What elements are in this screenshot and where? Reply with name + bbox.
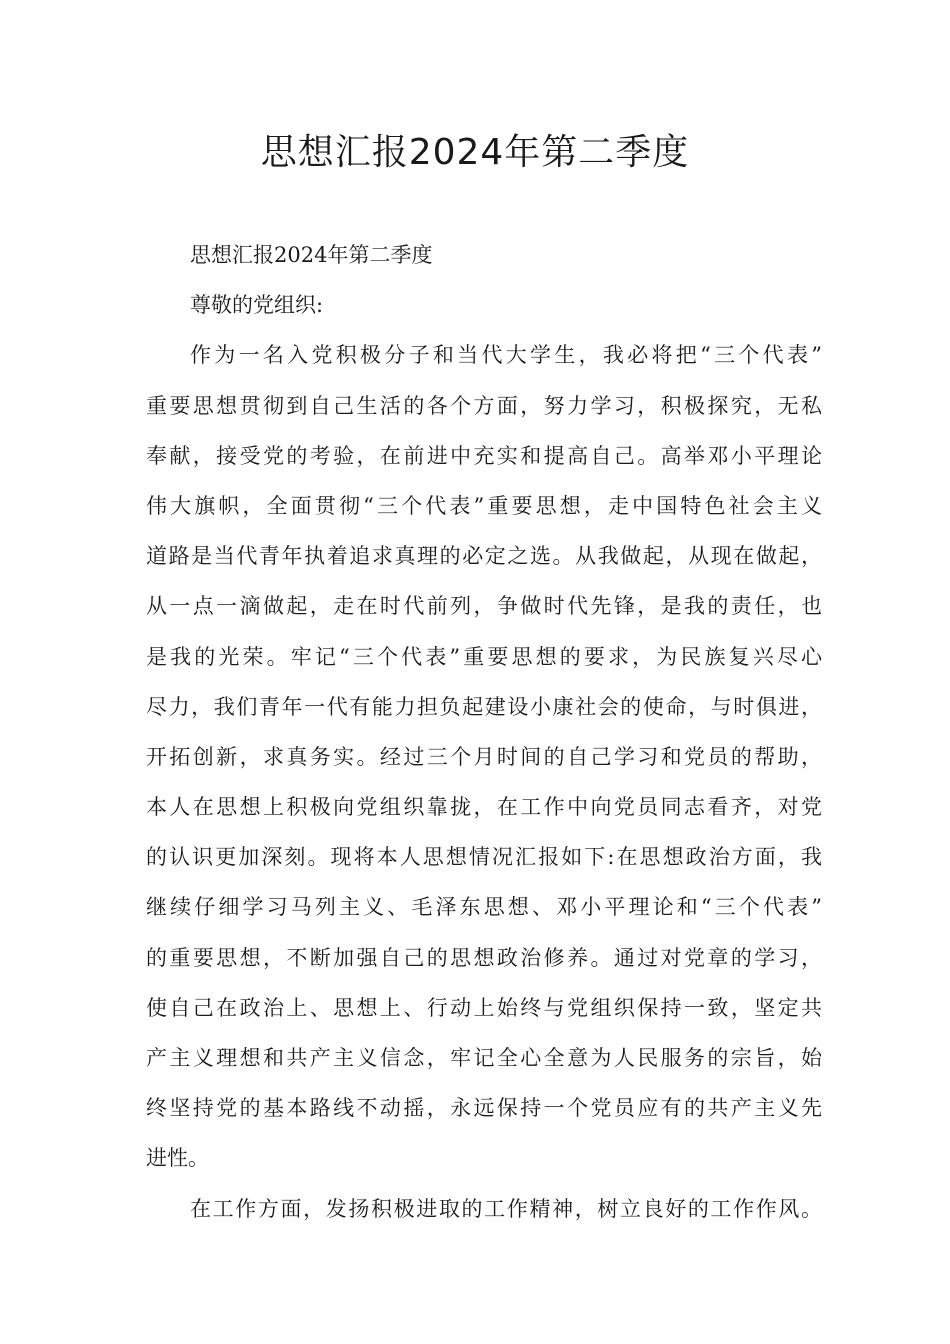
salutation: 尊敬的党组织: — [190, 293, 324, 318]
body-line: 继续仔细学习马列主义、毛泽东思想、邓小平理论和“三个代表” — [146, 895, 822, 920]
body-line: 是我的光荣。牢记“三个代表”重要思想的要求，为民族复兴尽心 — [146, 644, 822, 669]
body-line: 产主义理想和共产主义信念，牢记全心全意为人民服务的宗旨，始 — [146, 1046, 822, 1070]
body-line: 进性。 — [146, 1146, 209, 1171]
body-line: 奉献，接受党的考验，在前进中充实和提高自己。高举邓小平理论 — [146, 443, 822, 468]
body-line: 的认识更加深刻。现将本人思想情况汇报如下:在思想政治方面，我 — [146, 845, 822, 870]
body-line: 的重要思想，不断加强自己的思想政治修养。通过对党章的学习， — [146, 945, 822, 970]
body-line: 思想汇报2024年第二季度 — [190, 243, 433, 267]
body-line: 作为一名入党积极分子和当代大学生，我必将把“三个代表” — [190, 343, 822, 368]
body-line: 尽力，我们青年一代有能力担负起建设小康社会的使命，与时俱进， — [146, 694, 822, 719]
body-line: 开拓创新，求真务实。经过三个月时间的自己学习和党员的帮助， — [146, 744, 822, 769]
body-line: 在工作方面，发扬积极进取的工作精神，树立良好的工作作风。 — [190, 1196, 822, 1221]
body-line: 使自己在政治上、思想上、行动上始终与党组织保持一致，坚定共 — [146, 995, 822, 1020]
body-line: 从一点一滴做起，走在时代前列，争做时代先锋，是我的责任，也 — [146, 594, 822, 619]
body-line: 本人在思想上积极向党组织靠拢，在工作中向党员同志看齐，对党 — [146, 795, 822, 820]
body-line: 重要思想贯彻到自己生活的各个方面，努力学习，积极探究，无私 — [146, 393, 822, 418]
document-body — [146, 230, 822, 1234]
body-line: 终坚持党的基本路线不动摇，永远保持一个党员应有的共产主义先 — [146, 1096, 822, 1121]
body-line: 道路是当代青年执着追求真理的必定之选。从我做起，从现在做起， — [146, 544, 822, 569]
document-title: 思想汇报2024年第二季度 — [260, 132, 690, 173]
body-line: 伟大旗帜，全面贯彻“三个代表”重要思想，走中国特色社会主义 — [146, 493, 822, 518]
